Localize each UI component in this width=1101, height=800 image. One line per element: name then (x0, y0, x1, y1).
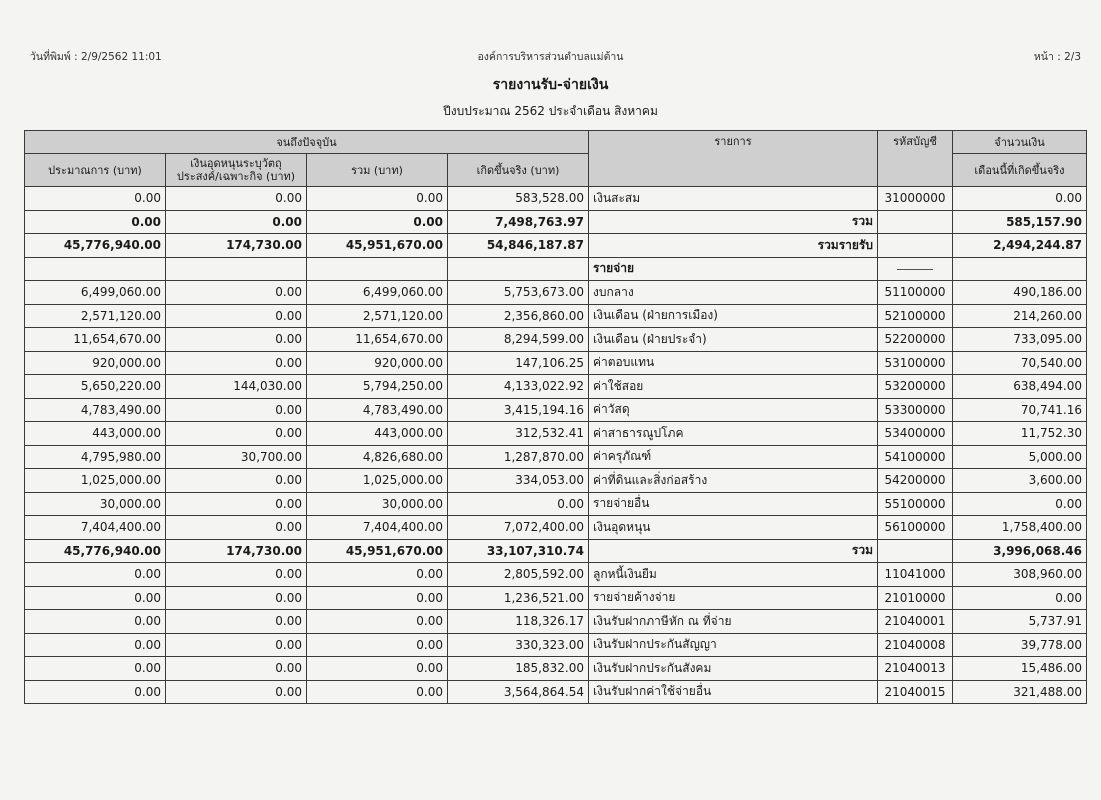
cell-actual: 0.00 (448, 492, 589, 516)
report-title: รายงานรับ-จ่ายเงิน (492, 77, 609, 93)
cell-subsidy: 174,730.00 (166, 234, 307, 258)
cell-estimate: 4,795,980.00 (25, 445, 166, 469)
cell-actual: 185,832.00 (448, 657, 589, 681)
table-row (25, 469, 1087, 493)
cell-actual: 3,564,864.54 (448, 680, 589, 704)
cell-total: 0.00 (307, 210, 448, 234)
table-row (25, 492, 1087, 516)
table-row (25, 281, 1087, 305)
cell-amount: 39,778.00 (953, 633, 1087, 657)
cell-account: 53200000 (878, 375, 953, 399)
table-row (25, 375, 1087, 399)
cell-total: 45,951,670.00 (307, 539, 448, 563)
cell-total: 5,794,250.00 (307, 375, 448, 399)
cell-subsidy: 0.00 (166, 187, 307, 211)
organization-name: องค์การบริหารส่วนตำบลแม่ต้าน (477, 51, 624, 63)
cell-subsidy: 0.00 (166, 516, 307, 540)
cell-subsidy: 0.00 (166, 586, 307, 610)
cell-actual: 334,053.00 (448, 469, 589, 493)
cell-amount: 321,488.00 (953, 680, 1087, 704)
cell-subsidy: 0.00 (166, 398, 307, 422)
cell-item: เงินอุดหนุน (589, 516, 878, 540)
cell-subsidy: 30,700.00 (166, 445, 307, 469)
cell-item: เงินรับฝากภาษีหัก ณ ที่จ่าย (589, 610, 878, 634)
header-to-date: จนถึงปัจจุบัน (25, 131, 589, 154)
cell-account (878, 210, 953, 234)
cell-amount: 70,741.16 (953, 398, 1087, 422)
cell-estimate: 443,000.00 (25, 422, 166, 446)
cell-total: 4,826,680.00 (307, 445, 448, 469)
cell-account: 53100000 (878, 351, 953, 375)
table-row (25, 657, 1087, 681)
cell-total: 4,783,490.00 (307, 398, 448, 422)
cell-amount: 585,157.90 (953, 210, 1087, 234)
cell-amount: 15,486.00 (953, 657, 1087, 681)
cell-actual: 583,528.00 (448, 187, 589, 211)
cell-total: 0.00 (307, 563, 448, 587)
header-item: รายการ (589, 131, 878, 187)
header-subsidy: เงินอุดหนุนระบุวัตถุ ประสงค์/เฉพาะกิจ (บาท) (166, 154, 307, 187)
cell-amount: 11,752.30 (953, 422, 1087, 446)
cell-estimate (25, 257, 166, 281)
cell-actual: 5,753,673.00 (448, 281, 589, 305)
cell-actual: 2,356,860.00 (448, 304, 589, 328)
cell-total: 0.00 (307, 633, 448, 657)
receipt-expense-table (24, 130, 1087, 704)
table-row (25, 539, 1087, 563)
cell-subsidy: 0.00 (166, 469, 307, 493)
cell-account (878, 539, 953, 563)
cell-amount: 0.00 (953, 492, 1087, 516)
cell-subsidy: 0.00 (166, 351, 307, 375)
cell-total: 920,000.00 (307, 351, 448, 375)
cell-actual: 312,532.41 (448, 422, 589, 446)
table-row (25, 304, 1087, 328)
cell-total: 11,654,670.00 (307, 328, 448, 352)
page-number: หน้า : 2/3 (1033, 51, 1081, 63)
cell-total: 0.00 (307, 657, 448, 681)
table-row (25, 422, 1087, 446)
table-row (25, 398, 1087, 422)
cell-actual: 3,415,194.16 (448, 398, 589, 422)
table-row (25, 257, 1087, 281)
cell-actual: 118,326.17 (448, 610, 589, 634)
header-total: รวม (บาท) (307, 154, 448, 187)
table-row (25, 586, 1087, 610)
cell-account: 21010000 (878, 586, 953, 610)
dash-mark (897, 269, 933, 270)
cell-actual: 7,072,400.00 (448, 516, 589, 540)
cell-subsidy: 0.00 (166, 328, 307, 352)
header-actual: เกิดขึ้นจริง (บาท) (448, 154, 589, 187)
cell-amount: 5,000.00 (953, 445, 1087, 469)
cell-amount: 2,494,244.87 (953, 234, 1087, 258)
cell-item: ค่าครุภัณฑ์ (589, 445, 878, 469)
cell-item: รวม (589, 539, 878, 563)
cell-account: 53300000 (878, 398, 953, 422)
cell-subsidy (166, 257, 307, 281)
cell-account: 21040015 (878, 680, 953, 704)
table-row (25, 187, 1087, 211)
cell-item: เงินรับฝากประกันสัญญา (589, 633, 878, 657)
cell-subsidy: 0.00 (166, 633, 307, 657)
cell-total: 0.00 (307, 187, 448, 211)
cell-account (878, 234, 953, 258)
cell-actual: 33,107,310.74 (448, 539, 589, 563)
cell-account: 54200000 (878, 469, 953, 493)
cell-estimate: 45,776,940.00 (25, 234, 166, 258)
cell-item: ค่าวัสดุ (589, 398, 878, 422)
cell-total: 1,025,000.00 (307, 469, 448, 493)
cell-amount (953, 257, 1087, 281)
header-amount-bottom: เดือนนี้ที่เกิดขึ้นจริง (953, 154, 1087, 187)
cell-estimate: 0.00 (25, 586, 166, 610)
cell-actual: 8,294,599.00 (448, 328, 589, 352)
cell-amount: 3,996,068.46 (953, 539, 1087, 563)
table-row (25, 234, 1087, 258)
cell-account: 51100000 (878, 281, 953, 305)
cell-account: 21040001 (878, 610, 953, 634)
cell-subsidy: 0.00 (166, 210, 307, 234)
cell-amount: 733,095.00 (953, 328, 1087, 352)
cell-amount: 70,540.00 (953, 351, 1087, 375)
header-estimate: ประมาณการ (บาท) (25, 154, 166, 187)
cell-total: 7,404,400.00 (307, 516, 448, 540)
cell-item: รายจ่าย (589, 257, 878, 281)
cell-subsidy: 0.00 (166, 281, 307, 305)
cell-estimate: 920,000.00 (25, 351, 166, 375)
table-row (25, 516, 1087, 540)
cell-estimate: 11,654,670.00 (25, 328, 166, 352)
cell-account: 31000000 (878, 187, 953, 211)
cell-amount: 1,758,400.00 (953, 516, 1087, 540)
cell-item: ค่าสาธารณูปโภค (589, 422, 878, 446)
cell-item: เงินเดือน (ฝ่ายการเมือง) (589, 304, 878, 328)
cell-account: 55100000 (878, 492, 953, 516)
cell-estimate: 2,571,120.00 (25, 304, 166, 328)
cell-item: ค่าใช้สอย (589, 375, 878, 399)
cell-estimate: 0.00 (25, 210, 166, 234)
cell-actual: 4,133,022.92 (448, 375, 589, 399)
cell-item: ค่าที่ดินและสิ่งก่อสร้าง (589, 469, 878, 493)
cell-amount: 214,260.00 (953, 304, 1087, 328)
cell-subsidy: 0.00 (166, 304, 307, 328)
cell-amount: 0.00 (953, 586, 1087, 610)
cell-subsidy: 0.00 (166, 492, 307, 516)
cell-total: 2,571,120.00 (307, 304, 448, 328)
cell-total: 30,000.00 (307, 492, 448, 516)
cell-item: เงินสะสม (589, 187, 878, 211)
cell-actual: 330,323.00 (448, 633, 589, 657)
cell-item: เงินเดือน (ฝ่ายประจำ) (589, 328, 878, 352)
cell-account: 21040013 (878, 657, 953, 681)
cell-amount: 3,600.00 (953, 469, 1087, 493)
cell-total: 0.00 (307, 610, 448, 634)
cell-estimate: 30,000.00 (25, 492, 166, 516)
table-row (25, 680, 1087, 704)
cell-estimate: 7,404,400.00 (25, 516, 166, 540)
table-row (25, 563, 1087, 587)
cell-estimate: 45,776,940.00 (25, 539, 166, 563)
cell-actual: 2,805,592.00 (448, 563, 589, 587)
cell-amount: 638,494.00 (953, 375, 1087, 399)
cell-item: รวม (589, 210, 878, 234)
cell-account: 54100000 (878, 445, 953, 469)
cell-actual: 54,846,187.87 (448, 234, 589, 258)
cell-item: รวมรายรับ (589, 234, 878, 258)
cell-subsidy: 0.00 (166, 422, 307, 446)
cell-amount: 490,186.00 (953, 281, 1087, 305)
cell-total: 443,000.00 (307, 422, 448, 446)
cell-item: ลูกหนี้เงินยืม (589, 563, 878, 587)
cell-actual: 1,236,521.00 (448, 586, 589, 610)
cell-total: 0.00 (307, 680, 448, 704)
cell-subsidy: 0.00 (166, 657, 307, 681)
table-row (25, 445, 1087, 469)
table-row (25, 328, 1087, 352)
cell-subsidy: 0.00 (166, 680, 307, 704)
cell-subsidy: 174,730.00 (166, 539, 307, 563)
cell-account: 52100000 (878, 304, 953, 328)
table-row (25, 610, 1087, 634)
cell-estimate: 4,783,490.00 (25, 398, 166, 422)
table-body (25, 187, 1087, 704)
cell-item: งบกลาง (589, 281, 878, 305)
cell-account: 21040008 (878, 633, 953, 657)
cell-estimate: 0.00 (25, 187, 166, 211)
cell-item: เงินรับฝากประกันสังคม (589, 657, 878, 681)
cell-total (307, 257, 448, 281)
cell-account: 53400000 (878, 422, 953, 446)
cell-estimate: 0.00 (25, 680, 166, 704)
cell-account: 11041000 (878, 563, 953, 587)
cell-amount: 0.00 (953, 187, 1087, 211)
cell-actual: 1,287,870.00 (448, 445, 589, 469)
cell-estimate: 0.00 (25, 633, 166, 657)
cell-amount: 5,737.91 (953, 610, 1087, 634)
table-row (25, 210, 1087, 234)
cell-estimate: 0.00 (25, 563, 166, 587)
report-subtitle: ปีงบประมาณ 2562 ประจำเดือน สิงหาคม (443, 104, 658, 118)
cell-actual (448, 257, 589, 281)
cell-account (878, 257, 953, 281)
cell-account: 52200000 (878, 328, 953, 352)
cell-total: 6,499,060.00 (307, 281, 448, 305)
cell-total: 0.00 (307, 586, 448, 610)
header-account: รหัสบัญชี (878, 131, 953, 187)
cell-total: 45,951,670.00 (307, 234, 448, 258)
cell-item: ค่าตอบแทน (589, 351, 878, 375)
cell-subsidy: 0.00 (166, 563, 307, 587)
cell-item: รายจ่ายอื่น (589, 492, 878, 516)
cell-subsidy: 0.00 (166, 610, 307, 634)
cell-account: 56100000 (878, 516, 953, 540)
cell-estimate: 0.00 (25, 657, 166, 681)
cell-estimate: 5,650,220.00 (25, 375, 166, 399)
cell-amount: 308,960.00 (953, 563, 1087, 587)
cell-actual: 147,106.25 (448, 351, 589, 375)
cell-estimate: 1,025,000.00 (25, 469, 166, 493)
header-amount-top: จำนวนเงิน (953, 131, 1087, 154)
cell-actual: 7,498,763.97 (448, 210, 589, 234)
cell-item: เงินรับฝากค่าใช้จ่ายอื่น (589, 680, 878, 704)
cell-estimate: 6,499,060.00 (25, 281, 166, 305)
table-row (25, 351, 1087, 375)
print-date: วันที่พิมพ์ : 2/9/2562 11:01 (30, 51, 162, 63)
cell-item: รายจ่ายค้างจ่าย (589, 586, 878, 610)
cell-estimate: 0.00 (25, 610, 166, 634)
cell-subsidy: 144,030.00 (166, 375, 307, 399)
table-row (25, 633, 1087, 657)
